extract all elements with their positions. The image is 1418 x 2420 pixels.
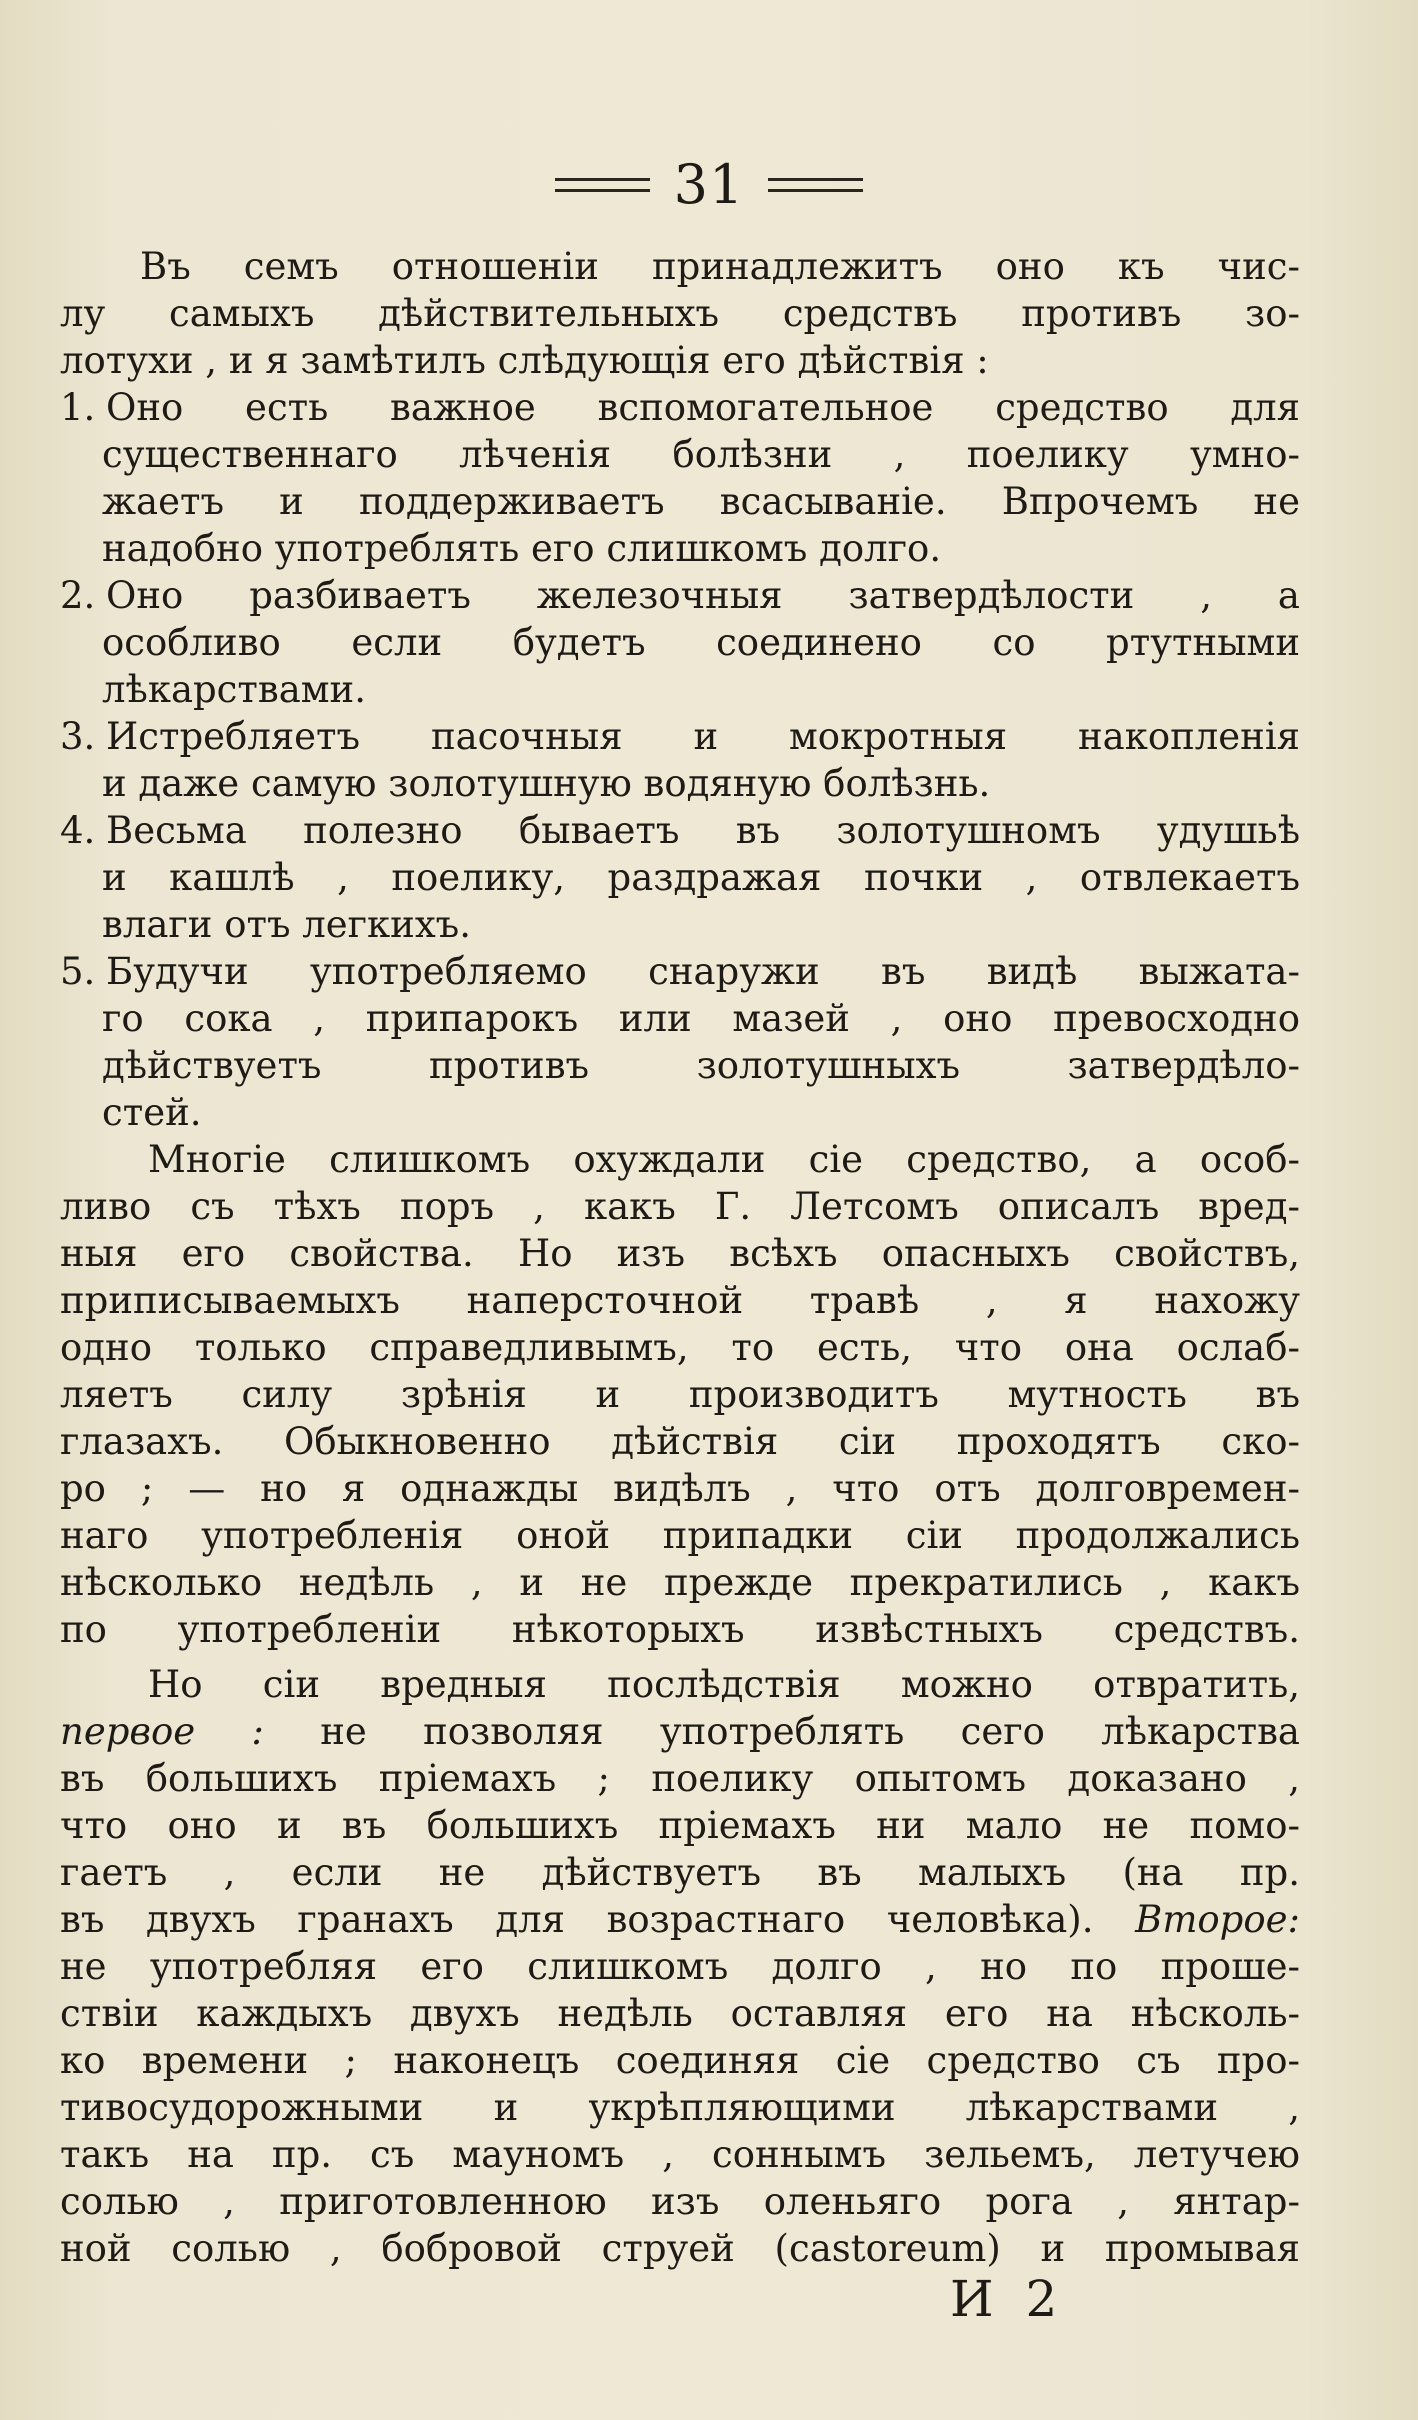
italic-first: первое :	[60, 1710, 264, 1753]
text-line: нѣсколько недѣль , и не прежде прекратились , какъ	[60, 1561, 1300, 1604]
page-number: 31	[673, 153, 745, 216]
text-line: не позволяя употреблять сего лѣкарства	[320, 1710, 1300, 1753]
item-number: 3.	[60, 715, 96, 758]
text-line: тивосудорожными и укрѣпляющими лѣкарствами ,	[60, 2086, 1300, 2129]
text-line: не употребляя его слишкомъ долго , но по проше-	[60, 1945, 1300, 1988]
text-line: жаетъ и поддерживаетъ всасываніе. Впрочемъ не	[102, 480, 1300, 523]
text-line: лу самыхъ дѣйствительныхъ средствъ противъ зо-	[60, 292, 1300, 335]
item-number: 4.	[60, 809, 96, 852]
text-line: ныя его свойства. Но изъ всѣхъ опасныхъ свойствъ,	[60, 1232, 1300, 1275]
text-line: гаетъ , если не дѣйствуетъ въ малыхъ (на пр.	[60, 1851, 1300, 1894]
text-line: Истребляетъ пасочныя и мокротныя накопленія	[106, 715, 1300, 758]
text-line: дѣйствуетъ противъ золотушныхъ затвердѣло-	[102, 1044, 1300, 1087]
item-number: 1.	[60, 386, 96, 429]
text-line: солью , приготовленною изъ оленьяго рога , янтар-	[60, 2180, 1300, 2223]
header-rule-left	[555, 178, 650, 192]
text-line: ной солью , бобровой струей (castoreum) и промывая	[60, 2227, 1300, 2270]
text-line: ляетъ силу зрѣнія и производитъ мутность въ	[60, 1373, 1300, 1416]
paragraph	[60, 1136, 1300, 1653]
item-number: 5.	[60, 950, 96, 993]
text-line: приписываемыхъ наперсточной травѣ , я нахожу	[60, 1279, 1300, 1322]
text-line: глазахъ. Обыкновенно дѣйствія сіи проходятъ ско-	[60, 1420, 1300, 1463]
page-body	[60, 243, 1300, 2272]
text-line: Оно разбиваетъ железочныя затвердѣлости , а	[106, 574, 1300, 617]
page-header	[0, 150, 1418, 220]
list-item	[60, 807, 1300, 948]
text-line: лотухи , и я замѣтилъ слѣдующія его дѣйствія :	[60, 339, 989, 382]
text-line: Многіе слишкомъ охуждали сіе средство, а особ-	[148, 1138, 1300, 1181]
text-line: существеннаго лѣченія болѣзни , поелику умно-	[102, 433, 1300, 476]
list-item	[60, 384, 1300, 572]
text-line: по употребленіи нѣкоторыхъ извѣстныхъ средствъ.	[60, 1608, 1300, 1651]
text-line: Въ семъ отношеніи принадлежитъ оно къ чис-	[140, 245, 1300, 288]
paragraph	[60, 1661, 1300, 2272]
list-item	[60, 713, 1300, 807]
text-line: наго употребленія оной припадки сіи продолжались	[60, 1514, 1300, 1557]
text-line: Оно есть важное вспомогательное средство для	[106, 386, 1300, 429]
text-line: Будучи употребляемо снаружи въ видѣ выжата-	[106, 950, 1300, 993]
text-line: стей.	[102, 1091, 202, 1134]
text-line: что оно и въ большихъ пріемахъ ни мало не помо-	[60, 1804, 1300, 1847]
text-line: ствіи каждыхъ двухъ недѣль оставляя его на нѣсколь-	[60, 1992, 1300, 2035]
signature-mark: И 2	[950, 2270, 1066, 2328]
text-line: въ большихъ пріемахъ ; поелику опытомъ доказано ,	[60, 1757, 1300, 1800]
text-line: и кашлѣ , поелику, раздражая почки , отвлекаетъ	[102, 856, 1300, 899]
text-line: ливо съ тѣхъ поръ , какъ Г. Летсомъ описалъ вред-	[60, 1185, 1300, 1228]
text-line: такъ на пр. съ мауномъ , соннымъ зельемъ, летучею	[60, 2133, 1300, 2176]
text-line: въ двухъ гранахъ для возрастнаго человѣка).	[60, 1898, 1094, 1941]
text-line: го сока , припарокъ или мазей , оно превосходно	[102, 997, 1300, 1040]
item-number: 2.	[60, 574, 96, 617]
italic-second: Второе:	[1135, 1898, 1300, 1941]
text-line: особливо если будетъ соединено со ртутными	[102, 621, 1300, 664]
text-line: Весьма полезно бываетъ въ золотушномъ удушьѣ	[106, 809, 1300, 852]
paragraph-intro	[60, 243, 1300, 384]
list-item	[60, 572, 1300, 713]
text-line: лѣкарствами.	[102, 668, 366, 711]
list-item	[60, 948, 1300, 1136]
text-line: ро ; — но я однажды видѣлъ , что отъ долговремен-	[60, 1467, 1300, 1510]
text-line: Но сіи вредныя послѣдствія можно отвратить,	[148, 1663, 1300, 1706]
header-rule-right	[768, 178, 863, 192]
text-line: ко времени ; наконецъ соединяя сіе средство съ про-	[60, 2039, 1300, 2082]
text-line: влаги отъ легкихъ.	[102, 903, 471, 946]
text-line: надобно употреблять его слишкомъ долго.	[102, 527, 942, 570]
text-line: одно только справедливымъ, то есть, что она ослаб-	[60, 1326, 1300, 1369]
text-line: и даже самую золотушную водяную болѣзнь.	[102, 762, 991, 805]
